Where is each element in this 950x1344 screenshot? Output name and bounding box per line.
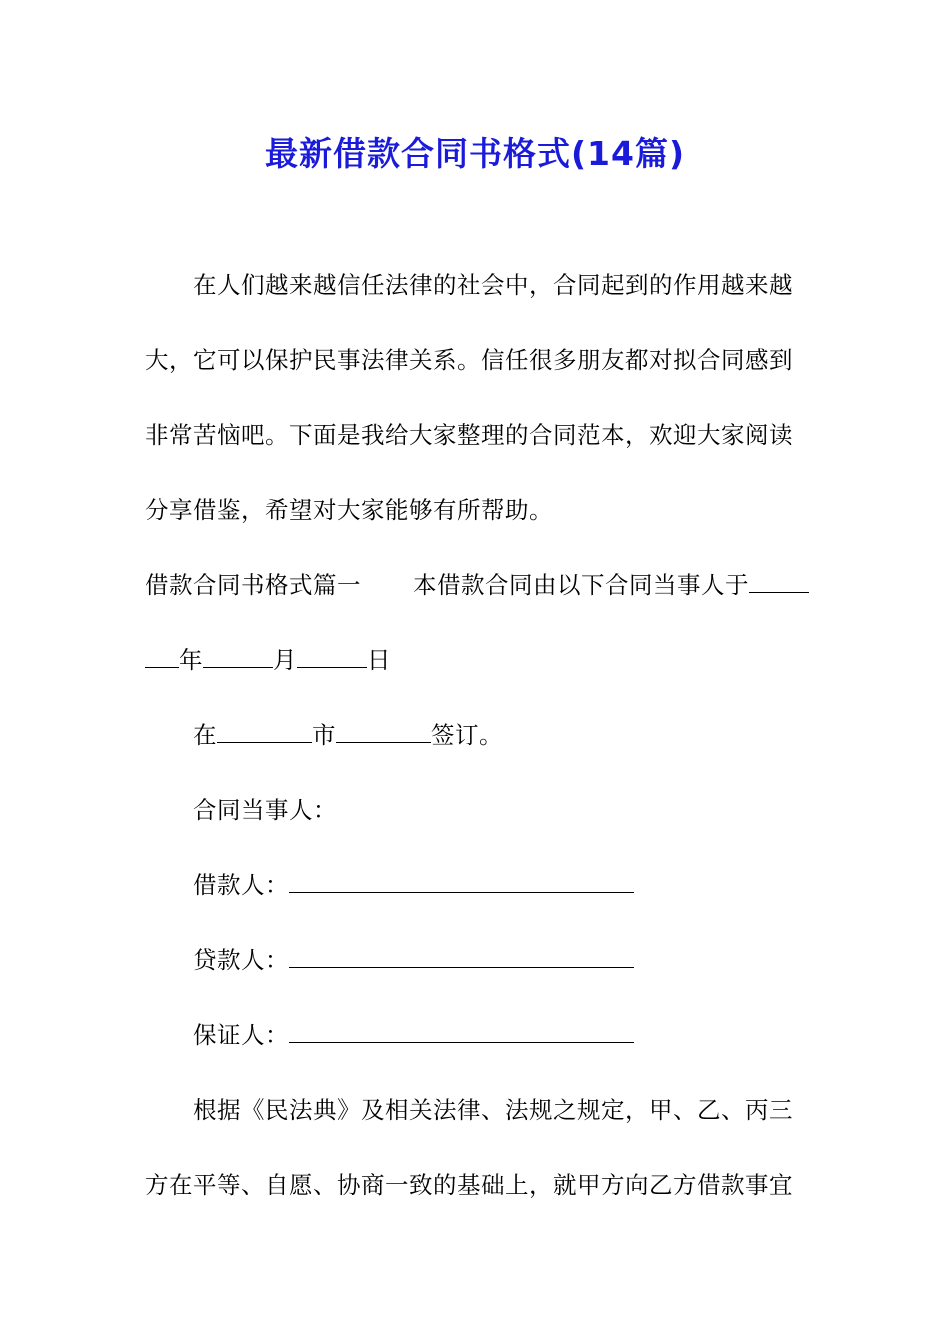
section-heading: 借款合同书格式篇一: [145, 571, 361, 599]
lender-blank: [289, 945, 634, 968]
basis-line-2: 方在平等、自愿、协商一致的基础上，就甲方向乙方借款事宜: [145, 1171, 793, 1199]
lender-row: [193, 945, 634, 975]
place-row: [193, 720, 503, 750]
basis-line-1: 根据《民法典》及相关法律、法规之规定，甲、乙、丙三: [193, 1096, 793, 1124]
date-blank-1: [749, 570, 809, 593]
date-row: [145, 645, 391, 675]
parties-label: 合同当事人：: [193, 796, 337, 824]
guarantor-blank: [289, 1020, 634, 1043]
intro-line-2: 大，它可以保护民事法律关系。信任很多朋友都对拟合同感到: [145, 346, 793, 374]
intro-line-1: 在人们越来越信任法律的社会中，合同起到的作用越来越: [193, 271, 793, 299]
place-blank-1: [217, 720, 312, 743]
month-label: 月: [273, 646, 297, 674]
borrower-row: [193, 870, 634, 900]
signed-label: 签订。: [431, 721, 503, 749]
guarantor-label: 保证人：: [193, 1021, 289, 1049]
section-heading-row: [145, 570, 809, 600]
guarantor-row: [193, 1020, 634, 1050]
contract-opening: 本借款合同由以下合同当事人于: [413, 571, 749, 599]
intro-line-4: 分享借鉴，希望对大家能够有所帮助。: [145, 496, 553, 524]
year-blank: [145, 645, 179, 668]
month-blank: [203, 645, 273, 668]
borrower-blank: [289, 870, 634, 893]
place-prefix: 在: [193, 721, 217, 749]
lender-label: 贷款人：: [193, 946, 289, 974]
document-title: 最新借款合同书格式(14篇): [264, 134, 686, 173]
day-blank: [297, 645, 367, 668]
year-label: 年: [179, 646, 203, 674]
city-label: 市: [312, 721, 336, 749]
borrower-label: 借款人：: [193, 871, 289, 899]
place-blank-2: [336, 720, 431, 743]
day-label: 日: [367, 646, 391, 674]
intro-line-3: 非常苦恼吧。下面是我给大家整理的合同范本，欢迎大家阅读: [145, 421, 793, 449]
